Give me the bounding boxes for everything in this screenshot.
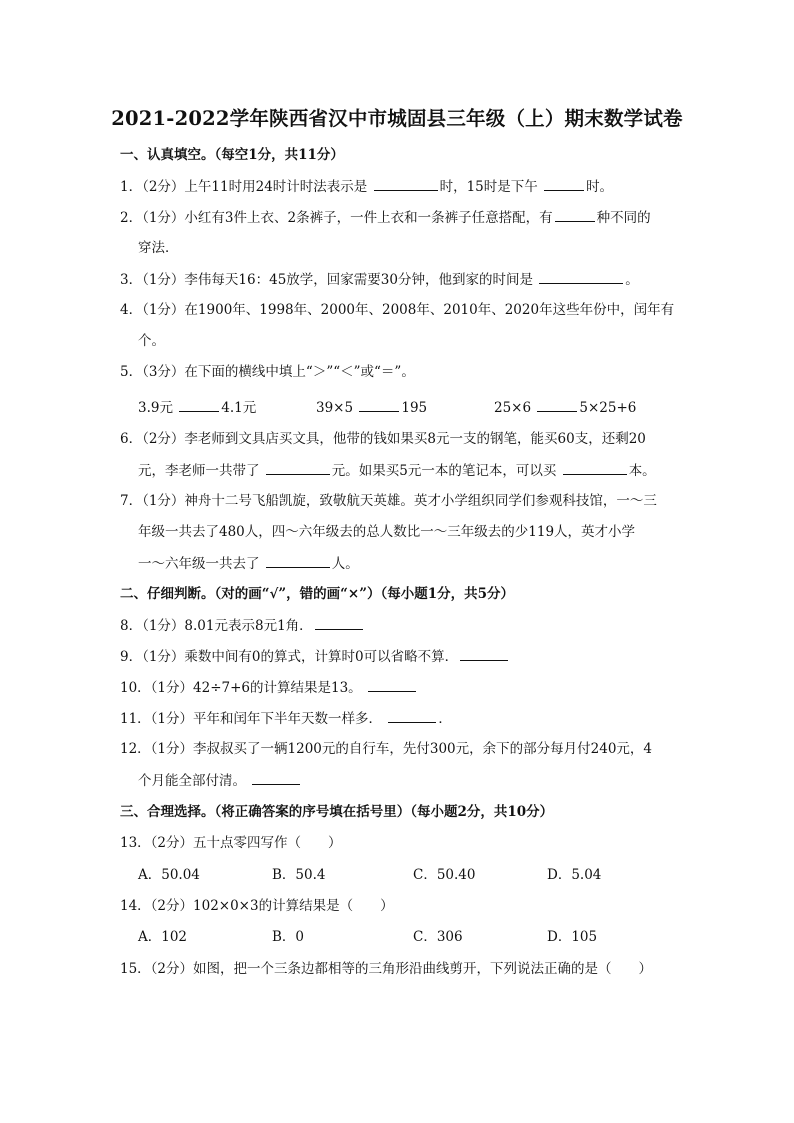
answer-blank[interactable] (563, 461, 627, 475)
question-8 (120, 616, 365, 635)
question-15: 15．（2分）如图，把一个三条边都相等的三角形沿曲线剪开，下列说法正确的是（ ） (120, 961, 653, 977)
answer-blank[interactable] (388, 709, 436, 723)
question-6: 6．（2分）李老师到文具店买文具，他带的钱如果买8元一支的钢笔，能买60支，还剩20 (120, 431, 646, 447)
item-a-left: 3.9元 (138, 400, 178, 416)
question-2-text-b: 种不同的 (596, 210, 651, 226)
question-4-continued: 个。 (138, 333, 165, 349)
question-5-item-c (494, 398, 636, 417)
section-2-heading: 二、仔细判断。（对的画“√”，错的画“×”）（每小题1分，共5分） (120, 586, 515, 602)
question-1-text-a: 1．（2分）上午11时用24时计时法表示是 (120, 179, 372, 195)
question-7-text-d: 人。 (331, 556, 359, 572)
item-a-right: 4.1元 (221, 400, 257, 416)
question-6-continued (138, 461, 656, 480)
question-11 (120, 709, 452, 728)
answer-blank[interactable] (252, 771, 300, 785)
answer-blank[interactable] (315, 616, 363, 630)
question-14-option-d[interactable]: D．105 (547, 929, 598, 945)
question-5-item-b (316, 398, 427, 417)
question-7: 7．（1分）神舟十二号飞船凯旋，致敬航天英雄。英才小学组织同学们参观科技馆，一～三 (120, 493, 657, 509)
question-3-text-b: 。 (625, 272, 639, 288)
question-14-option-c[interactable]: C．306 (413, 929, 463, 945)
question-5-item-a (138, 398, 256, 417)
question-1-text-b: 时，15时是下午 (439, 179, 543, 195)
question-12-text-b: 个月能全部付清。 (138, 773, 251, 789)
question-6-text-d: 本。 (628, 463, 656, 479)
item-c-left: 25×6 (494, 400, 536, 416)
question-14-option-a[interactable]: A．102 (138, 929, 188, 945)
answer-blank[interactable] (539, 270, 623, 284)
item-b-left: 39×5 (316, 400, 358, 416)
question-9 (120, 647, 510, 666)
question-13-option-c[interactable]: C．50.40 (413, 867, 476, 883)
answer-blank[interactable] (374, 177, 438, 191)
answer-blank[interactable] (359, 398, 399, 412)
question-6-text-b: 元，李老师一共带了 (138, 463, 264, 479)
exam-title: 2021-2022学年陕西省汉中市城固县三年级（上）期末数学试卷 (111, 107, 683, 130)
question-1-text-c: 时。 (586, 179, 614, 195)
question-4: 4．（1分）在1900年、1998年、2000年、2008年、2010年、2020年这些年份中，闰年有 (120, 302, 675, 318)
question-13-option-d[interactable]: D．5.04 (547, 867, 602, 883)
section-3-heading: 三、合理选择。（将正确答案的序号填在括号里）（每小题2分，共10分） (120, 804, 554, 820)
question-12: 12．（1分）李叔叔买了一辆1200元的自行车，先付300元，余下的部分每月付240元，4 (120, 741, 652, 757)
question-2-continued: 穿法． (138, 240, 179, 256)
question-2-text-a: 2．（1分）小红有3件上衣、2条裤子，一件上衣和一条裤子任意搭配，有 (120, 210, 553, 226)
answer-blank[interactable] (179, 398, 219, 412)
question-11-text-a: 11．（1分）平年和闰年下半年天数一样多． (120, 711, 387, 727)
question-13-option-a[interactable]: A．50.04 (138, 867, 200, 883)
answer-blank[interactable] (266, 554, 330, 568)
answer-blank[interactable] (537, 398, 577, 412)
question-3-text-a: 3．（1分）李伟每天16：45放学，回家需要30分钟，他到家的时间是 (120, 272, 538, 288)
question-6-text-c: 元。如果买5元一本的笔记本，可以买 (331, 463, 561, 479)
answer-blank[interactable] (555, 208, 595, 222)
question-8-text: 8．（1分）8.01元表示8元1角． (120, 618, 313, 634)
question-3 (120, 270, 639, 289)
question-7-text-c: 一～六年级一共去了 (138, 556, 264, 572)
answer-blank[interactable] (368, 678, 416, 692)
question-13: 13．（2分）五十点零四写作（ ） (120, 835, 342, 851)
question-14: 14．（2分）102×0×3的计算结果是（ ） (120, 898, 394, 914)
question-7-continued-1: 年级一共去了480人，四～六年级去的总人数比一～三年级去的少119人，英才小学 (138, 524, 636, 540)
question-10-text: 10．（1分）42÷7+6的计算结果是13。 (120, 680, 366, 696)
answer-blank[interactable] (460, 647, 508, 661)
question-1 (120, 177, 613, 196)
question-13-option-b[interactable]: B．50.4 (272, 867, 326, 883)
question-2 (120, 208, 651, 227)
question-9-text: 9．（1分）乘数中间有0的算式，计算时0可以省略不算． (120, 649, 459, 665)
answer-blank[interactable] (266, 461, 330, 475)
question-14-option-b[interactable]: B．0 (272, 929, 305, 945)
section-1-heading: 一、认真填空。（每空1分，共11分） (120, 147, 344, 163)
question-5: 5．（3分）在下面的横线中填上“＞”“＜”或“＝”。 (120, 364, 415, 380)
question-10 (120, 678, 418, 697)
question-12-continued (138, 771, 302, 790)
item-b-right: 195 (401, 400, 428, 416)
answer-blank[interactable] (544, 177, 584, 191)
question-7-continued-2 (138, 554, 359, 573)
item-c-right: 5×25+6 (579, 400, 637, 416)
question-11-text-b: ． (438, 711, 452, 727)
